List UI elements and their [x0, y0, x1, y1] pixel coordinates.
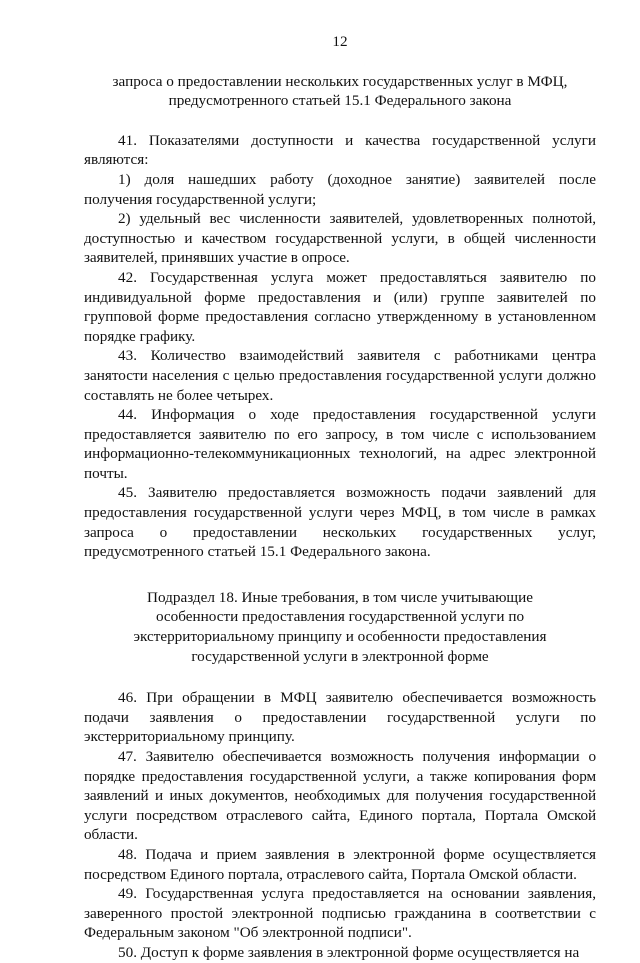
paragraph-45: 45. Заявителю предоставляется возможность подачи заявлений для предоставления государственной услуги через МФЦ, в том числе в рамках запроса о предоставлении нескольких государственных услуг, предусмотренного статьей 15.1 Федерального закона. [84, 484, 596, 561]
heading-line: Подраздел 18. Иные требования, в том числе учитывающие [147, 588, 533, 606]
section-heading [84, 588, 596, 666]
heading-line: предусмотренного статьей 15.1 Федерального закона [168, 92, 512, 110]
heading-line: особенности предоставления государственной услуги по [155, 608, 525, 626]
paragraph-43: 43. Количество взаимодействий заявителя с работниками центра занятости населения с целью предоставления государственной услуги должно составлять не более четырех. [84, 347, 596, 404]
heading-line: государственной услуги в электронной форме [191, 647, 489, 665]
paragraph-41: 41. Показателями доступности и качества государственной услуги являются: [84, 131, 596, 169]
paragraph-41-2: 2) удельный вес численности заявителей, удовлетворенных полнотой, доступностью и качеством государственной услуги, в общей численности заявителей, принявших участие в опросе. [84, 210, 596, 267]
paragraph-47: 47. Заявителю обеспечивается возможность получения информации о порядке предоставления государственной услуги, а также копирования форм заявлений и иных документов, необходимых для получения государственной услуги посредством отраслевого сайта, Единого портала, Портала Омской области. [84, 748, 596, 844]
page-number: 12 [332, 33, 348, 50]
paragraphs-after [84, 688, 596, 962]
paragraph-48: 48. Подача и прием заявления в электронной форме осуществляется посредством Единого портала, отраслевого сайта, Портала Омской области. [84, 845, 596, 883]
paragraph-44: 44. Информация о ходе предоставления государственной услуги предоставляется заявителю по его запросу, в том числе с использованием информационно-телекоммуникационных технологий, на адрес электронной почты. [84, 406, 596, 482]
heading-line: запроса о предоставлении нескольких государственных услуг в МФЦ, [112, 72, 568, 90]
continued-heading [84, 72, 596, 111]
paragraph-46: 46. При обращении в МФЦ заявителю обеспечивается возможность подачи заявления о предоставлении государственной услуги по экстерриториальному принципу. [84, 689, 596, 746]
paragraphs-before [84, 131, 596, 562]
heading-line: экстерриториальному принципу и особенности предоставления [133, 628, 547, 646]
paragraph-42: 42. Государственная услуга может предоставляться заявителю по индивидуальной форме предоставления и (или) группе заявителей по групповой форме предоставления согласно утвержденному в установленном порядке графику. [84, 268, 596, 345]
paragraph-41-1: 1) доля нашедших работу (доходное занятие) заявителей после получения государственной услуги; [84, 170, 596, 208]
paragraph-49: 49. Государственная услуга предоставляется на основании заявления, заверенного простой электронной подписью гражданина в соответствии с Федеральным законом "Об электронной подписи". [84, 885, 596, 942]
paragraph-50: 50. Доступ к форме заявления в электронной форме осуществляется на [118, 943, 580, 961]
